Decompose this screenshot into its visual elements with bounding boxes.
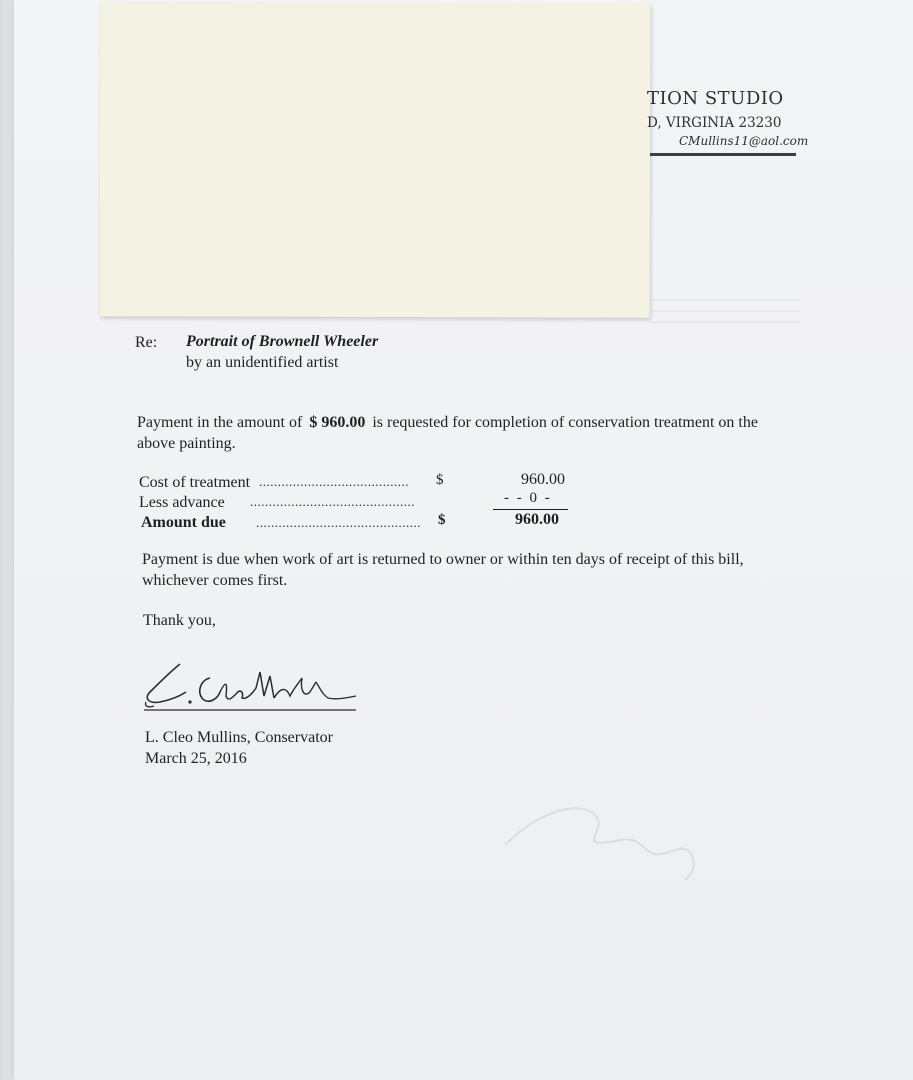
charge-value: 960.00 — [515, 511, 559, 528]
studio-email: CMullins11@aol.com — [679, 134, 809, 148]
charge-currency: $ — [438, 512, 446, 528]
subtotal-rule — [493, 509, 568, 510]
signer-name-title: L. Cleo Mullins, Conservator — [145, 729, 333, 746]
signature-date: March 25, 2016 — [145, 750, 247, 767]
studio-address: D, VIRGINIA 23230 — [647, 115, 782, 131]
payment-request-line1 — [137, 414, 758, 432]
sticky-note-cover — [100, 2, 651, 317]
charge-leader-dots: ........................................ — [259, 474, 409, 489]
artwork-artist: by an unidentified artist — [186, 354, 339, 371]
terms-line1: Payment is due when work of art is returned to owner or within ten days of receipt of this bill, — [142, 551, 744, 568]
payment-prefix: Payment in the amount of — [137, 414, 303, 431]
re-label: Re: — [135, 334, 158, 351]
charge-label: Amount due — [141, 514, 226, 531]
artwork-title: Portrait of Brownell Wheeler — [186, 333, 379, 350]
letterhead-rule — [650, 153, 796, 156]
payment-request-line2: above painting. — [137, 435, 236, 452]
charge-currency: $ — [436, 472, 444, 488]
payment-amount: $ 960.00 — [309, 414, 366, 431]
closing: Thank you, — [143, 612, 216, 629]
signature-icon — [140, 658, 362, 716]
studio-name: TION STUDIO — [647, 88, 784, 109]
terms-line2: whichever comes first. — [142, 572, 288, 589]
charge-value: - - 0 - — [504, 490, 552, 506]
payment-suffix: is requested for completion of conservation treatment on the — [372, 414, 758, 431]
charge-leader-dots: ............................................ — [256, 515, 421, 530]
charge-label: Less advance — [139, 494, 225, 511]
charge-label: Cost of treatment — [139, 474, 251, 491]
charge-leader-dots: ............................................ — [250, 494, 415, 509]
charge-value: 960.00 — [521, 471, 565, 488]
